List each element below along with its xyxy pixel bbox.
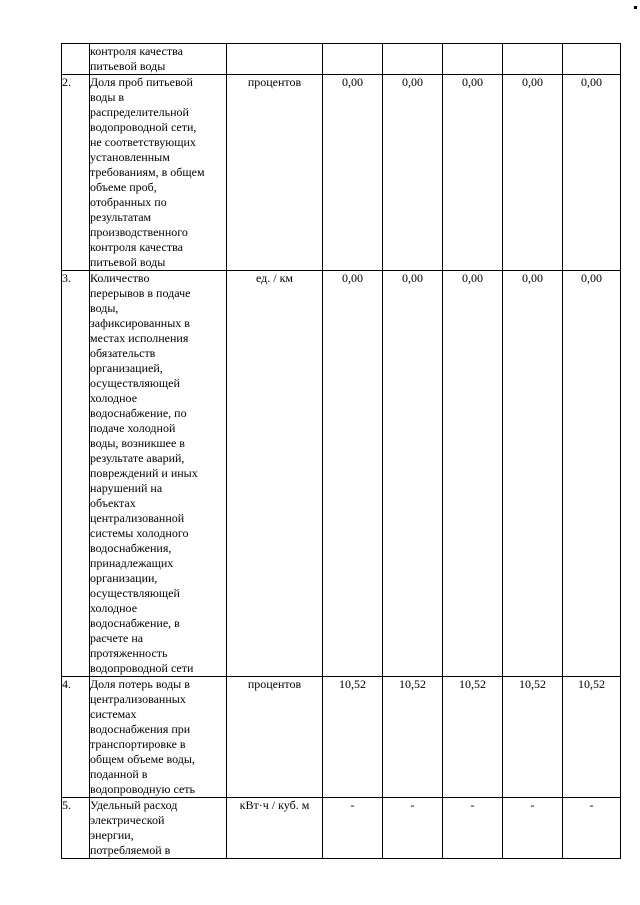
indicator-name-line: перерывов в подаче <box>90 286 191 300</box>
row-number: 3. <box>62 271 90 677</box>
value-cell <box>443 44 503 75</box>
indicator-name-line: холодное <box>90 391 138 405</box>
indicator-name-line: воды в <box>90 90 125 104</box>
unit-cell: кВт·ч / куб. м <box>227 798 323 859</box>
indicator-name-cell <box>90 677 227 798</box>
indicator-name-line: водоснабжение, по <box>90 406 187 420</box>
value-cell <box>383 44 443 75</box>
indicator-name-line: местах исполнения <box>90 331 189 345</box>
indicator-name-line: принадлежащих <box>90 556 174 570</box>
row-number: 4. <box>62 677 90 798</box>
unit-cell <box>227 44 323 75</box>
indicator-name-line: водопроводной сети <box>90 661 194 675</box>
indicator-name-line: воды, <box>90 301 119 315</box>
indicator-name-line: объектах <box>90 496 136 510</box>
indicator-name-cell <box>90 271 227 677</box>
value-cell: 10,52 <box>383 677 443 798</box>
indicator-name-line: водопроводной сети, <box>90 120 197 134</box>
indicator-name-line: транспортировке в <box>90 737 186 751</box>
indicator-name-line: поданной в <box>90 767 148 781</box>
indicator-name-line: контроля качества <box>90 44 183 58</box>
indicator-name-line: системы холодного <box>90 526 189 540</box>
indicator-name-line: результате аварий, <box>90 451 185 465</box>
value-cell: 0,00 <box>503 271 563 677</box>
indicator-name-line: питьевой воды <box>90 255 166 269</box>
indicator-name-line: организацией, <box>90 361 163 375</box>
indicator-name-line: потребляемой в <box>90 843 171 857</box>
indicator-name-line: централизованной <box>90 511 185 525</box>
indicator-name-line: обязательств <box>90 346 156 360</box>
indicator-name-line: электрической <box>90 813 165 827</box>
indicator-name-line: осуществляющей <box>90 586 180 600</box>
value-cell: 0,00 <box>383 75 443 271</box>
indicator-name-line: требованиям, в общем <box>90 165 205 179</box>
value-cell: 0,00 <box>503 75 563 271</box>
unit-cell: ед. / км <box>227 271 323 677</box>
indicator-name-line: зафиксированных в <box>90 316 190 330</box>
value-cell: - <box>503 798 563 859</box>
value-cell: 10,52 <box>323 677 383 798</box>
indicator-name-line: централизованных <box>90 692 186 706</box>
indicator-name-line: объеме проб, <box>90 180 157 194</box>
value-cell: 0,00 <box>443 75 503 271</box>
table-row <box>62 798 621 859</box>
table-row <box>62 271 621 677</box>
indicator-name-line: повреждений и иных <box>90 466 198 480</box>
value-cell <box>503 44 563 75</box>
indicator-name-line: Количество <box>90 271 150 285</box>
indicator-name-line: результатам <box>90 210 152 224</box>
indicator-name-line: энергии, <box>90 828 134 842</box>
indicator-name-line: холодное <box>90 601 138 615</box>
page-corner-mark <box>634 6 637 9</box>
indicator-name-line: расчете на <box>90 631 144 645</box>
indicator-name-line: организации, <box>90 571 158 585</box>
value-cell: 0,00 <box>323 75 383 271</box>
indicator-name-line: осуществляющей <box>90 376 180 390</box>
indicator-name-cell <box>90 798 227 859</box>
indicator-name-cell <box>90 75 227 271</box>
value-cell: - <box>443 798 503 859</box>
value-cell: - <box>563 798 621 859</box>
indicator-name-line: отобранных по <box>90 195 167 209</box>
indicator-name-line: воды, возникшее в <box>90 436 185 450</box>
indicator-name-line: водоснабжение, в <box>90 616 180 630</box>
indicator-name-line: Доля проб питьевой <box>90 75 193 89</box>
value-cell: 10,52 <box>503 677 563 798</box>
indicator-name-line: распределительной <box>90 105 189 119</box>
indicator-name-line: системах <box>90 707 137 721</box>
indicator-name-line: нарушений на <box>90 481 163 495</box>
unit-cell: процентов <box>227 75 323 271</box>
indicator-name-cell <box>90 44 227 75</box>
value-cell: 0,00 <box>563 271 621 677</box>
indicator-name-line: водопроводную сеть <box>90 782 196 796</box>
indicator-name-line: производственного <box>90 225 188 239</box>
indicator-name-line: протяженность <box>90 646 168 660</box>
indicator-name-line: контроля качества <box>90 240 183 254</box>
value-cell <box>323 44 383 75</box>
row-number <box>62 44 90 75</box>
indicator-name-line: подаче холодной <box>90 421 176 435</box>
row-number: 5. <box>62 798 90 859</box>
value-cell: - <box>383 798 443 859</box>
table-body <box>62 44 621 859</box>
value-cell: 10,52 <box>443 677 503 798</box>
indicator-name-line: Удельный расход <box>90 798 178 812</box>
indicator-name-line: питьевой воды <box>90 59 166 73</box>
table-row <box>62 44 621 75</box>
indicator-name-line: не соответствующих <box>90 135 196 149</box>
value-cell: 10,52 <box>563 677 621 798</box>
table-row <box>62 677 621 798</box>
row-number: 2. <box>62 75 90 271</box>
indicator-name-line: общем объеме воды, <box>90 752 195 766</box>
value-cell: 0,00 <box>563 75 621 271</box>
value-cell: 0,00 <box>323 271 383 677</box>
value-cell: - <box>323 798 383 859</box>
indicator-name-line: Доля потерь воды в <box>90 677 190 691</box>
indicator-name-line: водоснабжения, <box>90 541 172 555</box>
unit-cell: процентов <box>227 677 323 798</box>
indicator-name-line: установленным <box>90 150 170 164</box>
table-row <box>62 75 621 271</box>
value-cell <box>563 44 621 75</box>
value-cell: 0,00 <box>383 271 443 677</box>
value-cell: 0,00 <box>443 271 503 677</box>
indicators-table <box>61 43 621 859</box>
indicator-name-line: водоснабжения при <box>90 722 191 736</box>
